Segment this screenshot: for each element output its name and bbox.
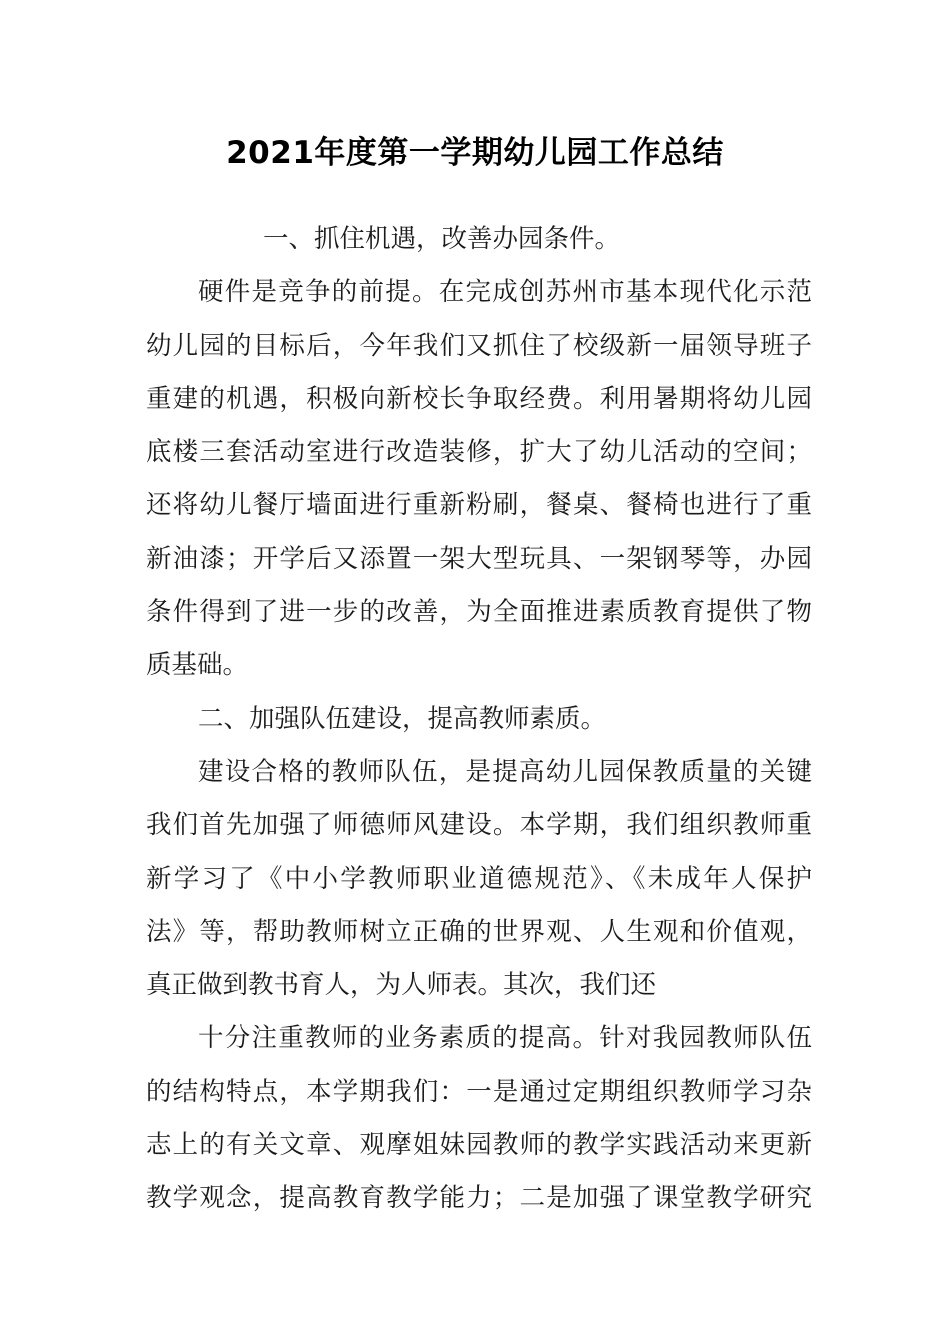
document-body: [146, 213, 812, 1226]
paragraph-line: 法》等，帮助教师树立正确的世界观、人生观和价值观，: [146, 916, 812, 947]
paragraph-line: 硬件是竞争的前提。在完成创苏州市基本现代化示范: [198, 277, 812, 308]
paragraph-line: 十分注重教师的业务素质的提高。针对我园教师队伍: [198, 1023, 812, 1054]
section-heading-2: 二、加强队伍建设，提高教师素质。: [198, 703, 607, 734]
paragraph-line: 教学观念，提高教育教学能力；二是加强了课堂教学研究: [146, 1183, 812, 1214]
paragraph-line: 建设合格的教师队伍，是提高幼儿园保教质量的关键: [198, 756, 812, 787]
paragraph-line: 幼儿园的目标后，今年我们又抓住了校级新一届领导班子: [146, 330, 812, 361]
document-title: 2021年度第一学期幼儿园工作总结: [226, 135, 724, 171]
paragraph-line: 真正做到教书育人，为人师表。其次，我们还: [146, 970, 657, 1001]
section-heading-1: 一、抓住机遇，改善办园条件。: [263, 224, 621, 254]
paragraph-line: 新油漆；开学后又添置一架大型玩具、一架钢琴等，办园: [146, 543, 812, 574]
paragraph-line: 新学习了《中小学教师职业道德规范》、《未成年人保护: [146, 863, 812, 894]
paragraph-line: 志上的有关文章、观摩姐妹园教师的教学实践活动来更新: [146, 1130, 812, 1161]
paragraph-line: 底楼三套活动室进行改造装修，扩大了幼儿活动的空间；: [146, 437, 812, 468]
paragraph-line: 我们首先加强了师德师风建设。本学期，我们组织教师重: [146, 810, 812, 841]
paragraph-line: 重建的机遇，积极向新校长争取经费。利用暑期将幼儿园: [146, 383, 812, 414]
paragraph-line: 还将幼儿餐厅墙面进行重新粉刷，餐桌、餐椅也进行了重: [146, 490, 812, 521]
paragraph-line: 条件得到了进一步的改善，为全面推进素质教育提供了物: [146, 597, 812, 628]
paragraph-line: 的结构特点，本学期我们：一是通过定期组织教师学习杂: [146, 1076, 812, 1107]
paragraph-line: 质基础。: [146, 650, 249, 681]
